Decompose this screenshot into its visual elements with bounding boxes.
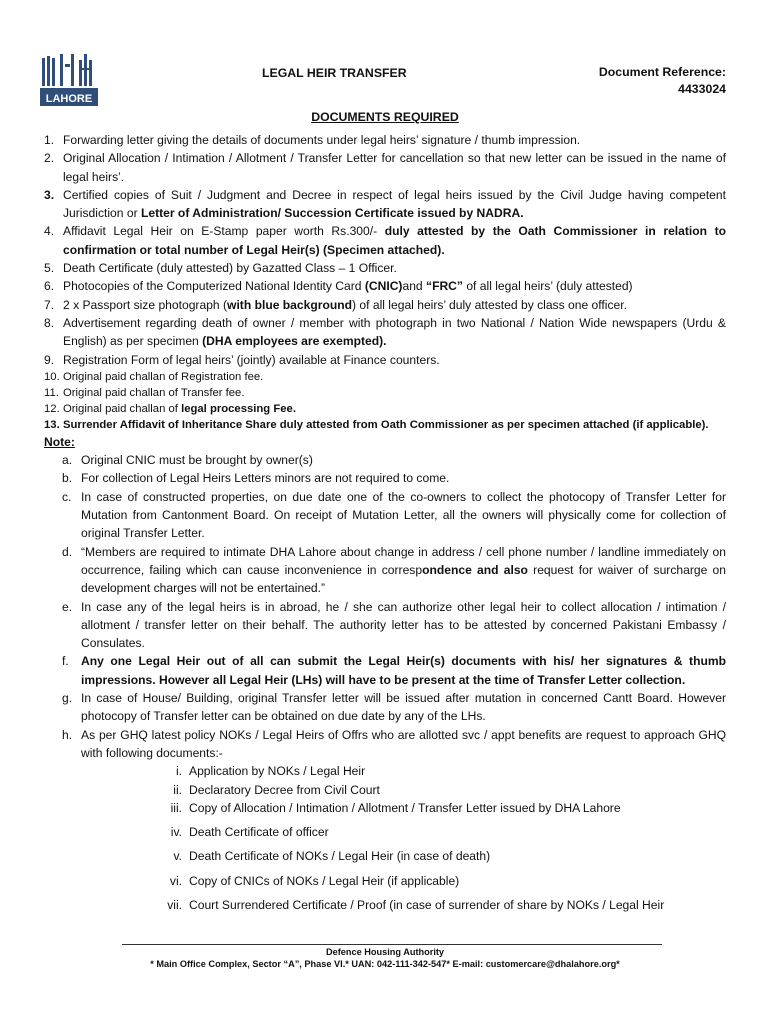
item-text: Original paid challan of Registration fee. <box>63 370 264 383</box>
item-number: 3. <box>44 187 55 202</box>
list-item <box>44 277 726 295</box>
document-reference <box>599 64 726 98</box>
item-text: Original paid challan of Transfer fee. <box>63 386 245 399</box>
doc-ref-number: 4433024 <box>678 82 726 96</box>
note-text: “Members are required to intimate DHA Lahore about change in address / cell phone number / landline immediately on occurrence, failing which can cause inconvenience in correspondence and also request for waiver of surcharge on development charges will not be entertained.” <box>81 544 726 596</box>
list-item <box>44 149 726 186</box>
note-item <box>44 689 726 726</box>
item-text: Death Certificate (duly attested) by Gazatted Class – 1 Officer. <box>63 261 397 276</box>
item-text: Registration Form of legal heirs’ (jointly) available at Finance counters. <box>63 352 440 367</box>
note-item <box>44 726 726 763</box>
sub-note-text: Copy of CNICs of NOKs / Legal Heir (if applicable) <box>189 873 460 888</box>
sub-note-numeral: iv. <box>170 825 182 840</box>
note-item <box>44 543 726 598</box>
item-number: 8. <box>44 315 55 330</box>
item-number: 11. <box>44 386 59 399</box>
item-text: Advertisement regarding death of owner / member with photograph in two National / Nation Wide newspapers (Urdu & English) as per specimen (DHA employees are exempted). <box>63 315 726 349</box>
note-letter: b. <box>62 471 73 486</box>
note-letter: d. <box>62 544 73 559</box>
note-item <box>44 598 726 653</box>
note-text: In case of constructed properties, on due date one of the co-owners to collect the photocopy of Transfer Letter for Mutation from Cantonment Board. On receipt of Mutation Letter, all the owners will physically come for collection of original Transfer Letter. <box>81 489 726 541</box>
section-heading: DOCUMENTS REQUIRED <box>311 110 459 124</box>
list-item <box>44 385 726 401</box>
sub-note-item <box>44 872 726 890</box>
list-item <box>44 314 726 351</box>
footer-contact: * Main Office Complex, Sector “A”, Phase VI.* UAN: 042-111-342-547* E-mail: customercare@dhalahore.org* <box>150 959 620 969</box>
item-number: 9. <box>44 352 55 367</box>
note-item <box>44 652 726 689</box>
sub-note-item <box>44 781 726 799</box>
note-item <box>44 451 726 469</box>
note-letter: h. <box>62 727 73 742</box>
sub-note-item <box>44 847 726 865</box>
document-body <box>44 131 726 914</box>
item-number: 4. <box>44 224 55 239</box>
list-item <box>44 222 726 259</box>
sub-note-text: Copy of Allocation / Intimation / Allotment / Transfer Letter issued by DHA Lahore <box>189 800 621 815</box>
list-item <box>44 131 726 149</box>
sub-note-item <box>44 799 726 817</box>
item-number: 6. <box>44 279 55 294</box>
item-text: Photocopies of the Computerized National Identity Card (CNIC)and “FRC” of all legal heirs’ (duly attested) <box>63 279 633 294</box>
item-number: 5. <box>44 261 55 276</box>
page-title: LEGAL HEIR TRANSFER <box>262 66 407 80</box>
item-number: 1. <box>44 133 55 147</box>
sub-note-numeral: vii. <box>167 897 182 912</box>
item-text: Original paid challan of legal processing Fee. <box>63 402 296 415</box>
item-number: 2. <box>44 151 55 166</box>
item-text: Forwarding letter giving the details of documents under legal heirs’ signature / thumb impression. <box>63 133 581 147</box>
sub-note-text: Court Surrendered Certificate / Proof (in case of surrender of share by NOKs / Legal Heir <box>189 897 665 912</box>
sub-note-numeral: ii. <box>173 782 182 797</box>
doc-ref-label: Document Reference: <box>598 65 726 79</box>
note-text: In case of House/ Building, original Transfer letter will be issued after mutation in concerned Cantt Board. However photocopy of Transfer letter can be obtained on due date by any of the LHs. <box>81 691 726 724</box>
dha-logo <box>38 48 102 108</box>
list-item <box>44 259 726 277</box>
item-text: Affidavit Legal Heir on E-Stamp paper worth Rs.300/- duly attested by the Oath Commissioner in relation to confirmation or total number of Legal Heir(s) (Specimen attached). <box>63 224 727 257</box>
sub-note-text: Death Certificate of NOKs / Legal Heir (in case of death) <box>189 849 491 864</box>
item-number: 7. <box>44 297 55 312</box>
note-item <box>44 488 726 543</box>
note-text: In case any of the legal heirs is in abroad, he / she can authorize other legal heir to collect allocation / intimation / allotment / transfer letter on their behalf. The authority letter has to be attested by concerned Pakistani Embassy / Consulates. <box>81 599 726 651</box>
note-label: Note: <box>44 434 75 449</box>
footer-divider <box>122 944 662 945</box>
note-text: Any one Legal Heir out of all can submit the Legal Heir(s) documents with his/ her signatures & thumb impressions. However all Legal Heir (LHs) will have to be present at the time of Transfer Letter collection. <box>81 654 726 687</box>
sub-note-item <box>44 762 726 780</box>
item-text: Original Allocation / Intimation / Allotment / Transfer Letter for cancellation so that new letter can be issued in the name of legal heirs’. <box>63 151 726 184</box>
note-text: For collection of Legal Heirs Letters minors are not required to come. <box>81 471 450 486</box>
sub-note-numeral: iii. <box>170 800 182 815</box>
list-item <box>44 417 726 433</box>
item-text: Surrender Affidavit of Inheritance Share duly attested from Oath Commissioner as per specimen attached (if applicable). <box>63 418 709 431</box>
sub-note-text: Application by NOKs / Legal Heir <box>189 764 366 779</box>
note-letter: g. <box>62 691 73 706</box>
note-text: As per GHQ latest policy NOKs / Legal Heirs of Offrs who are allotted svc / appt benefits are request to approach GHQ with following documents:- <box>81 727 726 760</box>
sub-note-text: Declaratory Decree from Civil Court <box>189 782 380 797</box>
note-letter: f. <box>62 654 69 669</box>
item-number: 10. <box>44 370 60 383</box>
note-letter: e. <box>62 599 73 614</box>
footer-organization: Defence Housing Authority <box>325 947 445 957</box>
item-number: 12. <box>44 402 60 415</box>
item-text: 2 x Passport size photograph (with blue background) of all legal heirs’ duly attested by class one officer. <box>63 297 627 312</box>
list-item <box>44 351 726 369</box>
sub-note-numeral: i. <box>175 764 182 779</box>
item-text: Certified copies of Suit / Judgment and Decree in respect of legal heirs issued by the Civil Judge having competent Jurisdiction or Letter of Administration/ Succession Certificate issued by NADRA. <box>63 187 726 221</box>
sub-note-text: Death Certificate of officer <box>189 825 329 840</box>
sub-note-numeral: v. <box>173 849 182 864</box>
logo-city: LAHORE <box>45 93 93 105</box>
list-item <box>44 296 726 314</box>
note-letter: a. <box>62 453 73 468</box>
note-letter: c. <box>62 489 72 504</box>
sub-note-item <box>44 896 726 914</box>
item-number: 13. <box>44 418 60 431</box>
list-item <box>44 369 726 385</box>
note-item <box>44 469 726 487</box>
sub-note-numeral: vi. <box>169 873 182 888</box>
sub-note-item <box>44 823 726 841</box>
note-text: Original CNIC must be brought by owner(s) <box>81 453 313 468</box>
list-item <box>44 186 726 223</box>
list-item <box>44 401 726 417</box>
